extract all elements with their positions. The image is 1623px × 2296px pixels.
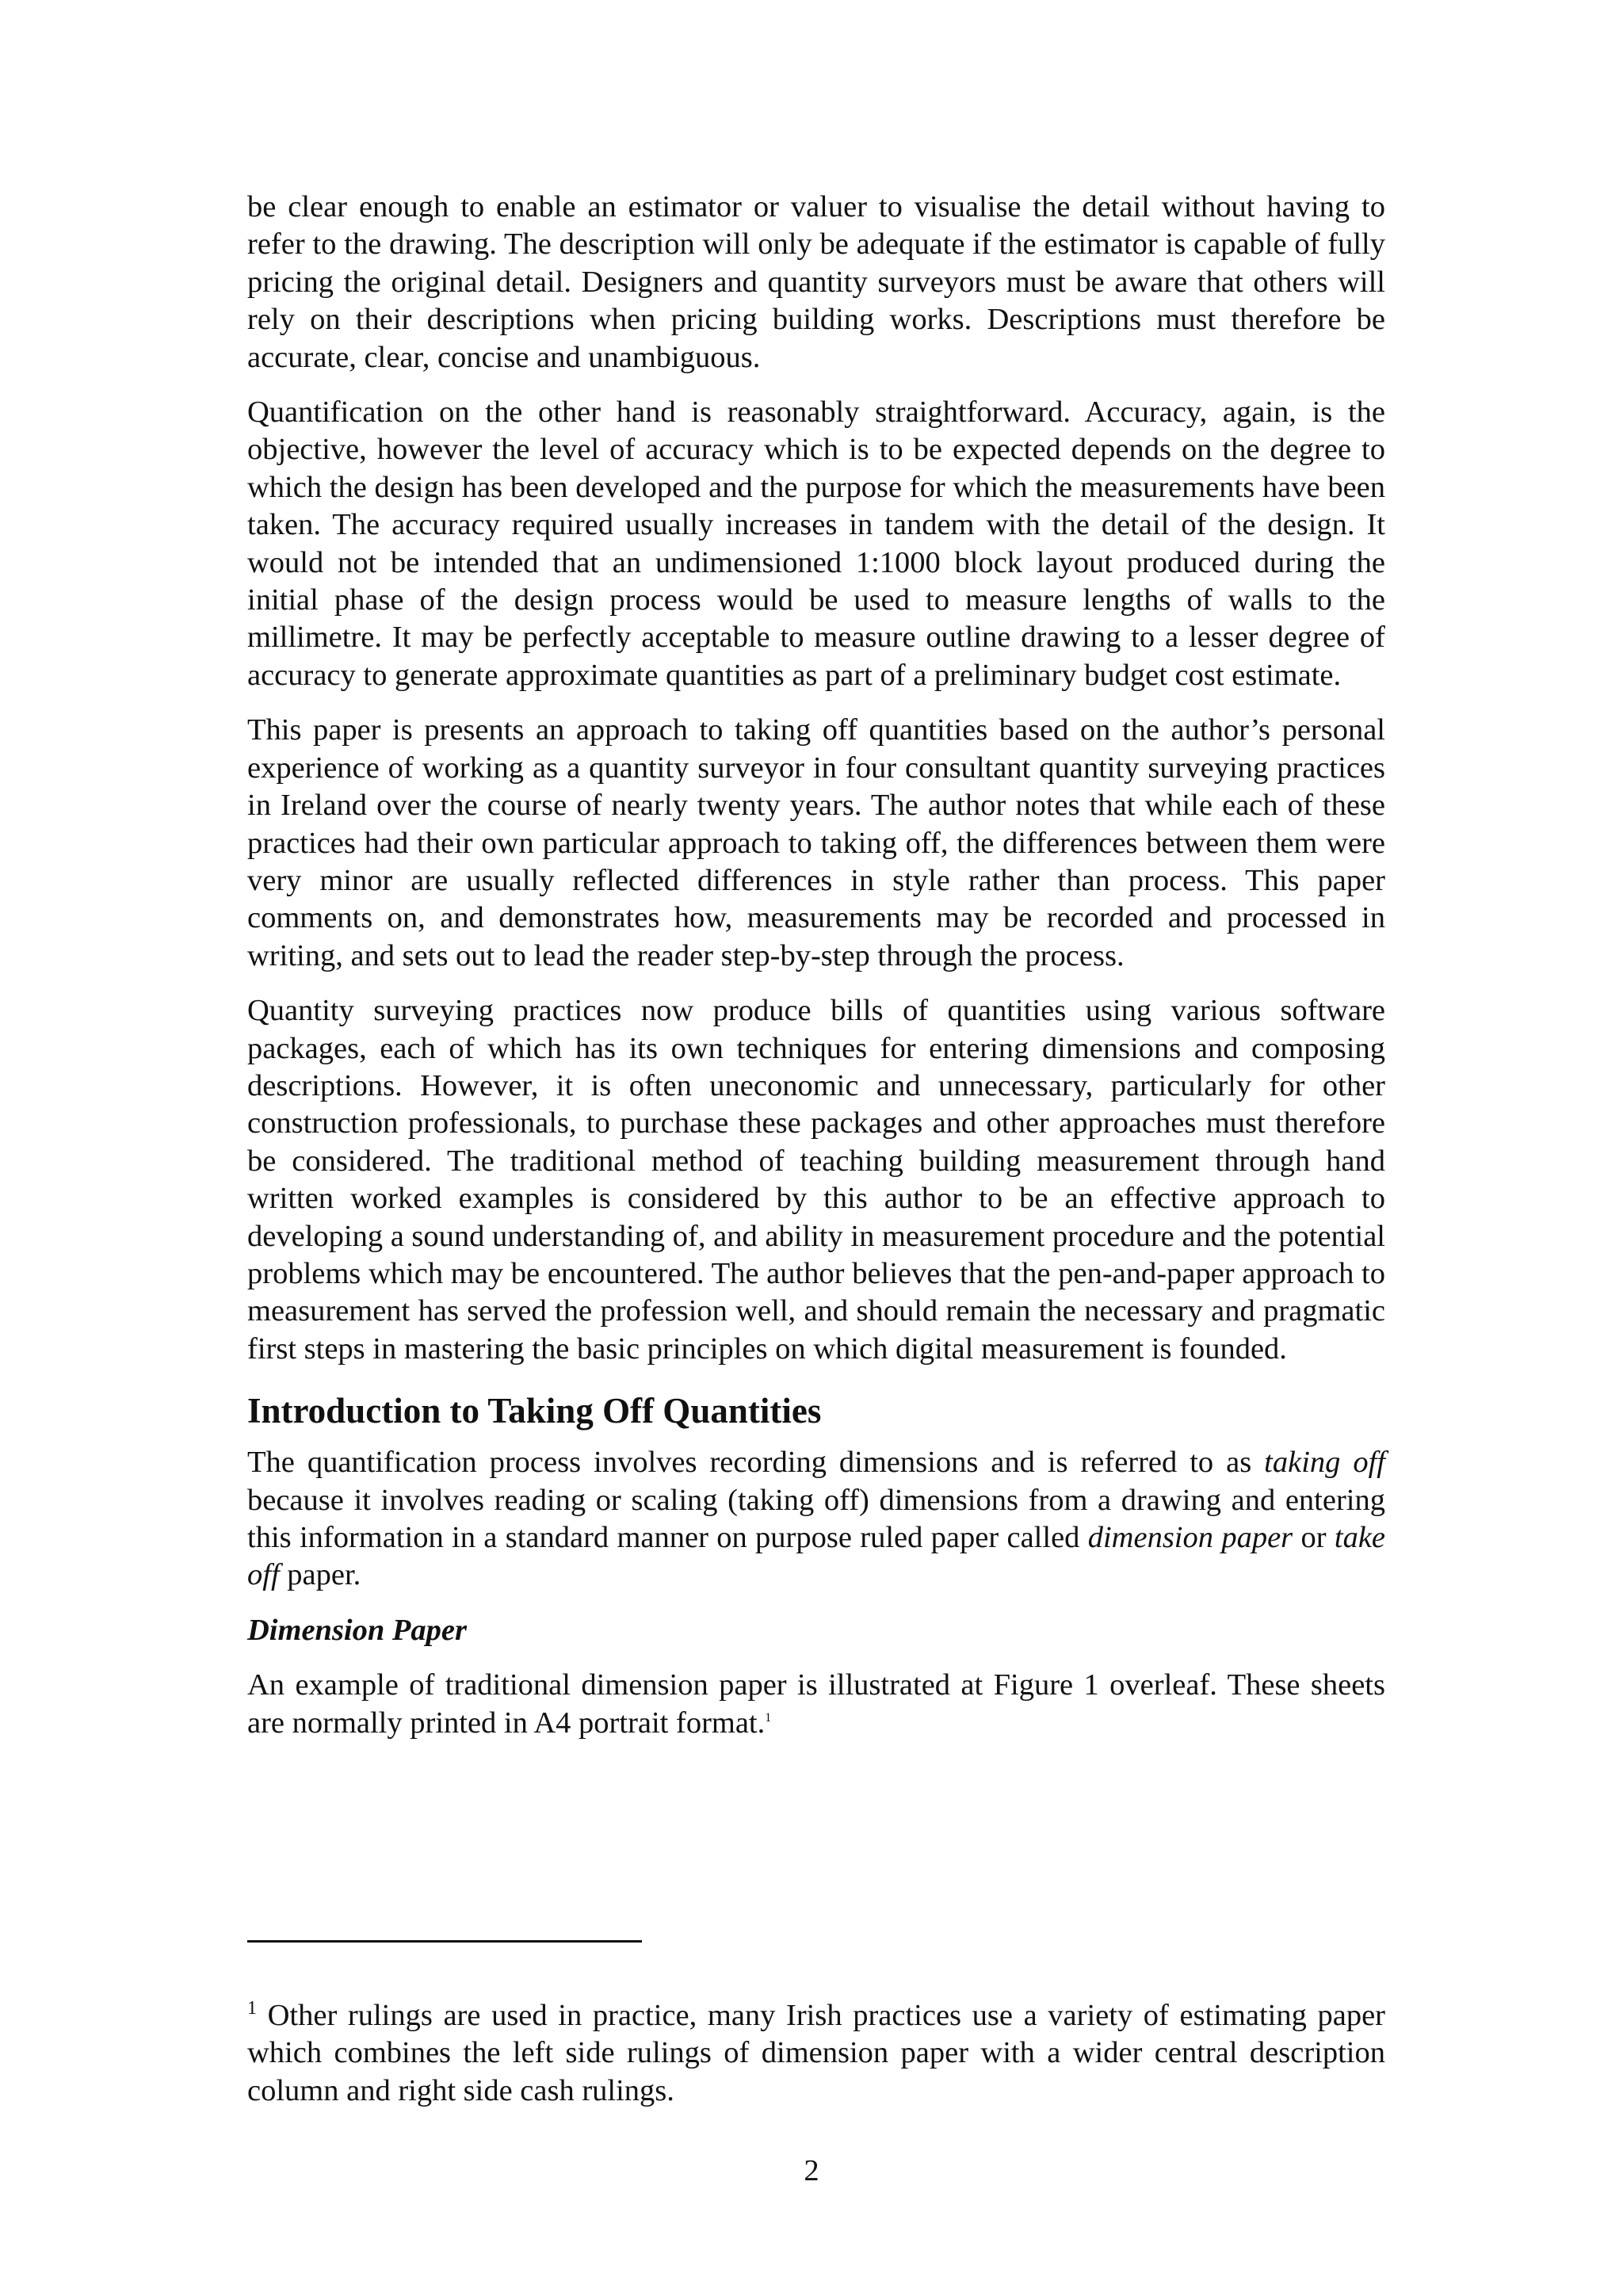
body-paragraph-4: Quantity surveying practices now produce bills of quantities using various software packages, each of which has its own techniques for entering dimensions and composing descriptions. However, it is often uneconomic and unnecessary, particularly for other construction professionals, to purchase these packages and other approaches must therefore be considered. The traditional method of teaching building measurement through hand written worked examples is considered by this author to be an effective approach to developing a sound understanding of, and ability in measurement procedure and the potential problems which may be encountered. The author believes that the pen-and-paper approach to measurement has served the profession well, and should remain the necessary and pragmatic first steps in mastering the basic principles on which digital measurement is founded. [247, 994, 1385, 1366]
body-paragraph-2: Quantification on the other hand is reasonably straightforward. Accuracy, again, is the objective, however the level of accuracy which is to be expected depends on the degree to which the design has been developed and the purpose for which the measurements have been taken. The accuracy required usually increases in tandem with the detail of the design. It would not be intended that an undimensioned 1:1000 block layout produced during the initial phase of the design process would be used to measure lengths of walls to the millimetre. It may be perfectly acceptable to measure outline drawing to a lesser degree of accuracy to generate approximate quantities as part of a preliminary budget cost estimate. [247, 395, 1385, 692]
section-intro-paragraph [247, 1444, 1385, 1595]
intro-term-taking-off: taking off [1264, 1446, 1386, 1480]
intro-term-dimension-paper: dimension paper [1087, 1521, 1293, 1554]
intro-text-2: because it involves reading or scaling (taking off) dimensions from a drawing and entering this information in a standard manner on purpose ruled paper called [247, 1483, 1385, 1554]
footnote-reference: 1 [765, 1710, 772, 1725]
section-heading: Introduction to Taking Off Quantities [247, 1391, 822, 1431]
dimension-paper-paragraph [247, 1667, 1385, 1742]
page-number: 2 [804, 2154, 819, 2187]
body-paragraph-1: be clear enough to enable an estimator or valuer to visualise the detail without having to refer to the drawing. The description will only be adequate if the estimator is capable of fully pricing the original detail. Designers and quantity surveyors must be aware that others will rely on their descriptions when pricing building works. Descriptions must therefore be accurate, clear, concise and unambiguous. [247, 190, 1385, 374]
intro-text-1: The quantification process involves recording dimensions and is referred to as [247, 1446, 1265, 1480]
footnote [247, 1997, 1385, 2110]
dimension-paper-text: An example of traditional dimension paper is illustrated at Figure 1 overleaf. These sheets are normally printed in A4 portrait format. [247, 1668, 1385, 1740]
footnote-separator [247, 1940, 642, 1943]
subsection-heading: Dimension Paper [247, 1613, 468, 1647]
footnote-text: Other rulings are used in practice, many Irish practices use a variety of estimating paper which combines the left side rulings of dimension paper with a wider central description column and right side cash rulings. [247, 1999, 1385, 2107]
intro-term-take-off: take off [247, 1521, 1385, 1592]
intro-text-3: or [1293, 1521, 1335, 1554]
intro-text-4: paper. [279, 1558, 361, 1592]
body-paragraph-3: This paper is presents an approach to taking off quantities based on the author’s personal experience of working as a quantity surveyor in four consultant quantity surveying practices in Ireland over the course of nearly twenty years. The author notes that while each of these practices had their own particular approach to taking off, the differences between them were very minor are usually reflected differences in style rather than process. This paper comments on, and demonstrates how, measurements may be recorded and processed in writing, and sets out to lead the reader step-by-step through the process. [247, 713, 1385, 972]
footnote-number: 1 [247, 1998, 257, 2019]
page-body [247, 189, 1385, 1759]
